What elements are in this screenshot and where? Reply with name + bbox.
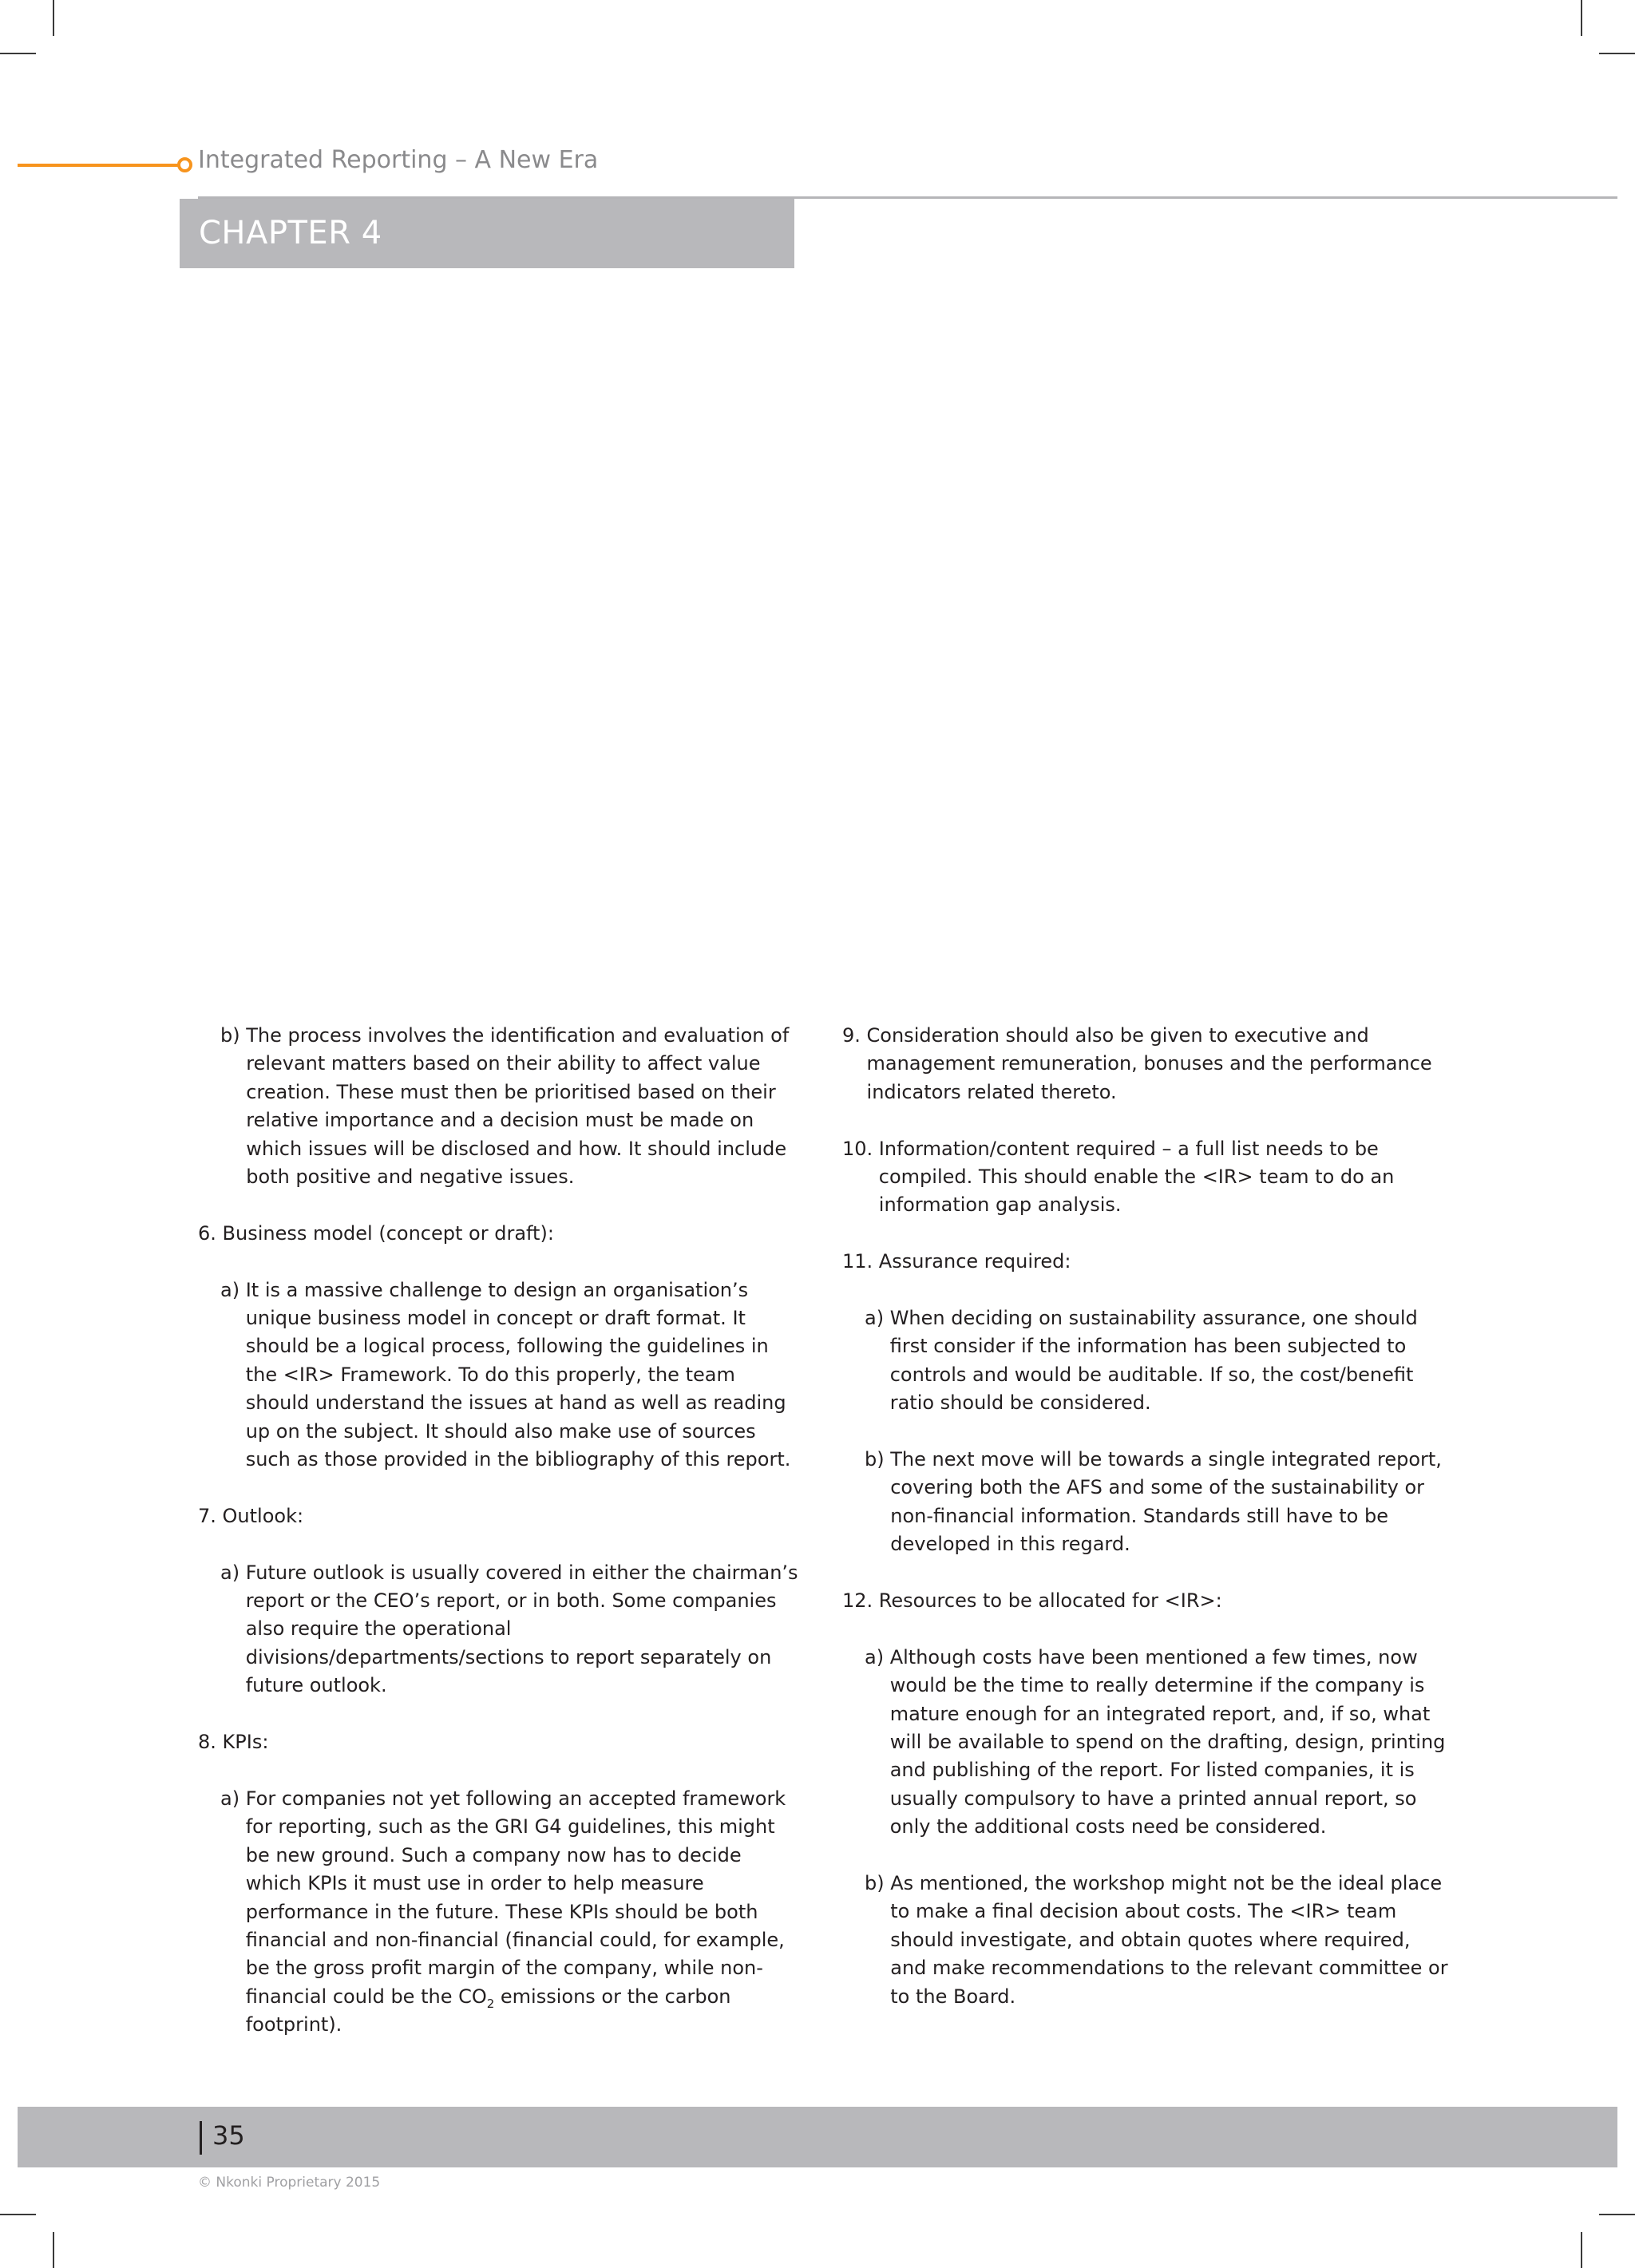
list-item <box>198 1276 798 1474</box>
chapter-band <box>180 199 794 268</box>
crop-mark-top-left <box>53 0 54 36</box>
item-text: Information/content required – a full list needs to be compiled. This should enable the <IR> team to do an information gap analysis. <box>878 1137 1395 1217</box>
crop-mark-bottom-left <box>53 2232 54 2268</box>
item-text: Consideration should also be given to executive and management remuneration, bonuses and the performance indicators related thereto. <box>866 1024 1432 1103</box>
item-marker: a) <box>865 1307 890 1330</box>
list-item <box>198 1220 798 1248</box>
crop-mark-top-right-h <box>1599 53 1635 54</box>
crop-mark-bottom-right-h <box>1599 2214 1635 2215</box>
item-marker: a) <box>865 1645 890 1668</box>
crop-mark-top-right <box>1581 0 1582 36</box>
item-text: Future outlook is usually covered in either the chairman’s report or the CEO’s report, or in both. Some companies also require the operational divisions/departments/sections to report separately on future outlook. <box>245 1561 798 1697</box>
list-item <box>198 1502 798 1530</box>
list-item <box>198 1022 798 1191</box>
crop-mark-top-left-h <box>0 53 36 54</box>
item-marker: b) <box>220 1024 247 1047</box>
item-marker: 8. <box>198 1731 223 1754</box>
co2-subscript: 2 <box>486 1996 495 2011</box>
copyright-notice: © Nkonki Proprietary 2015 <box>198 2175 381 2191</box>
item-text: Although costs have been mentioned a few times, now would be the time to really determine if the company is mature enough for an integrated report, and, if so, what will be available to spend on the drafting, design, printing and publishing of the report. For listed companies, it is usually compulsory to have a printed annual report, so only the additional costs need be considered. <box>889 1645 1446 1839</box>
list-item <box>842 1644 1449 1842</box>
item-marker: a) <box>220 1787 246 1810</box>
list-item <box>842 1248 1449 1276</box>
crop-mark-bottom-left-h <box>0 2214 36 2215</box>
item-text: The process involves the identification and evaluation of relevant matters based on their ability to affect value creation. These must then be prioritised based on their relative importance and a decision must be made on which issues will be disclosed and how. It should include both positive and negative issues. <box>246 1024 790 1189</box>
list-item <box>842 1022 1449 1106</box>
page-number: 35 <box>212 2120 245 2151</box>
list-item <box>198 1559 798 1700</box>
crop-mark-bottom-right <box>1581 2232 1582 2268</box>
item-text: KPIs: <box>222 1731 269 1754</box>
item-text: Resources to be allocated for <IR>: <box>878 1589 1222 1613</box>
item-text: The next move will be towards a single integrated report, covering both the AFS and some of the sustainability or non-financial information. Standards still have to be developed in this regard. <box>890 1448 1442 1556</box>
item-text: It is a massive challenge to design an organisation’s unique business model in concept or draft format. It should be a logical process, following the guidelines in the <IR> Framework. To do this properly, the team should understand the issues at hand as well as reading up on the subject. It should also make use of sources such as those provided in the bibliography of this report. <box>245 1278 791 1471</box>
item-marker: b) <box>865 1872 891 1895</box>
header-accent-dot-icon <box>177 157 192 172</box>
list-item <box>198 1728 798 1756</box>
left-column <box>198 1022 798 2040</box>
footer-band <box>18 2107 1617 2167</box>
chapter-label: CHAPTER 4 <box>199 215 382 251</box>
list-item <box>842 1446 1449 1559</box>
item-marker: a) <box>220 1561 246 1584</box>
item-text: Outlook: <box>222 1504 304 1527</box>
item-text: Business model (concept or draft): <box>222 1221 554 1245</box>
item-text <box>246 1785 798 2040</box>
item-text-tail: emissions or the carbon footprint). <box>245 1985 731 2036</box>
item-marker: a) <box>220 1278 246 1301</box>
list-item <box>842 1587 1449 1615</box>
page-number-bar <box>200 2121 202 2155</box>
list-item <box>842 1304 1449 1418</box>
item-marker: b) <box>865 1448 891 1471</box>
list-item <box>842 1135 1449 1220</box>
item-marker: 10. <box>842 1137 879 1160</box>
item-marker: 12. <box>842 1589 879 1613</box>
list-item <box>198 1785 798 2040</box>
item-text: Assurance required: <box>878 1250 1071 1273</box>
item-text-main: For companies not yet following an accepted framework for reporting, such as the GRI G4 guidelines, this might be new ground. Such a company now has to decide which KPIs it must use in order to help measure performance in the future. These KPIs should be both financial and non-financial (financial could, for example, be the gross profit margin of the company, while non-financial could be the CO <box>245 1787 786 2008</box>
item-marker: 9. <box>842 1024 867 1047</box>
item-text: As mentioned, the workshop might not be the ideal place to make a final decision about costs. The <IR> team should investigate, and obtain quotes where required, and make recommendations to the relevant committee or to the Board. <box>890 1872 1448 2008</box>
right-column <box>842 1022 1449 2011</box>
item-text: When deciding on sustainability assurance, one should first consider if the information has been subjected to controls and would be auditable. If so, the cost/benefit ratio should be considered. <box>889 1307 1418 1415</box>
running-header-title: Integrated Reporting – A New Era <box>198 146 599 174</box>
item-marker: 7. <box>198 1504 223 1527</box>
item-marker: 11. <box>842 1250 879 1273</box>
list-item <box>842 1870 1449 2011</box>
item-marker: 6. <box>198 1221 223 1245</box>
header-accent-line <box>18 164 179 167</box>
